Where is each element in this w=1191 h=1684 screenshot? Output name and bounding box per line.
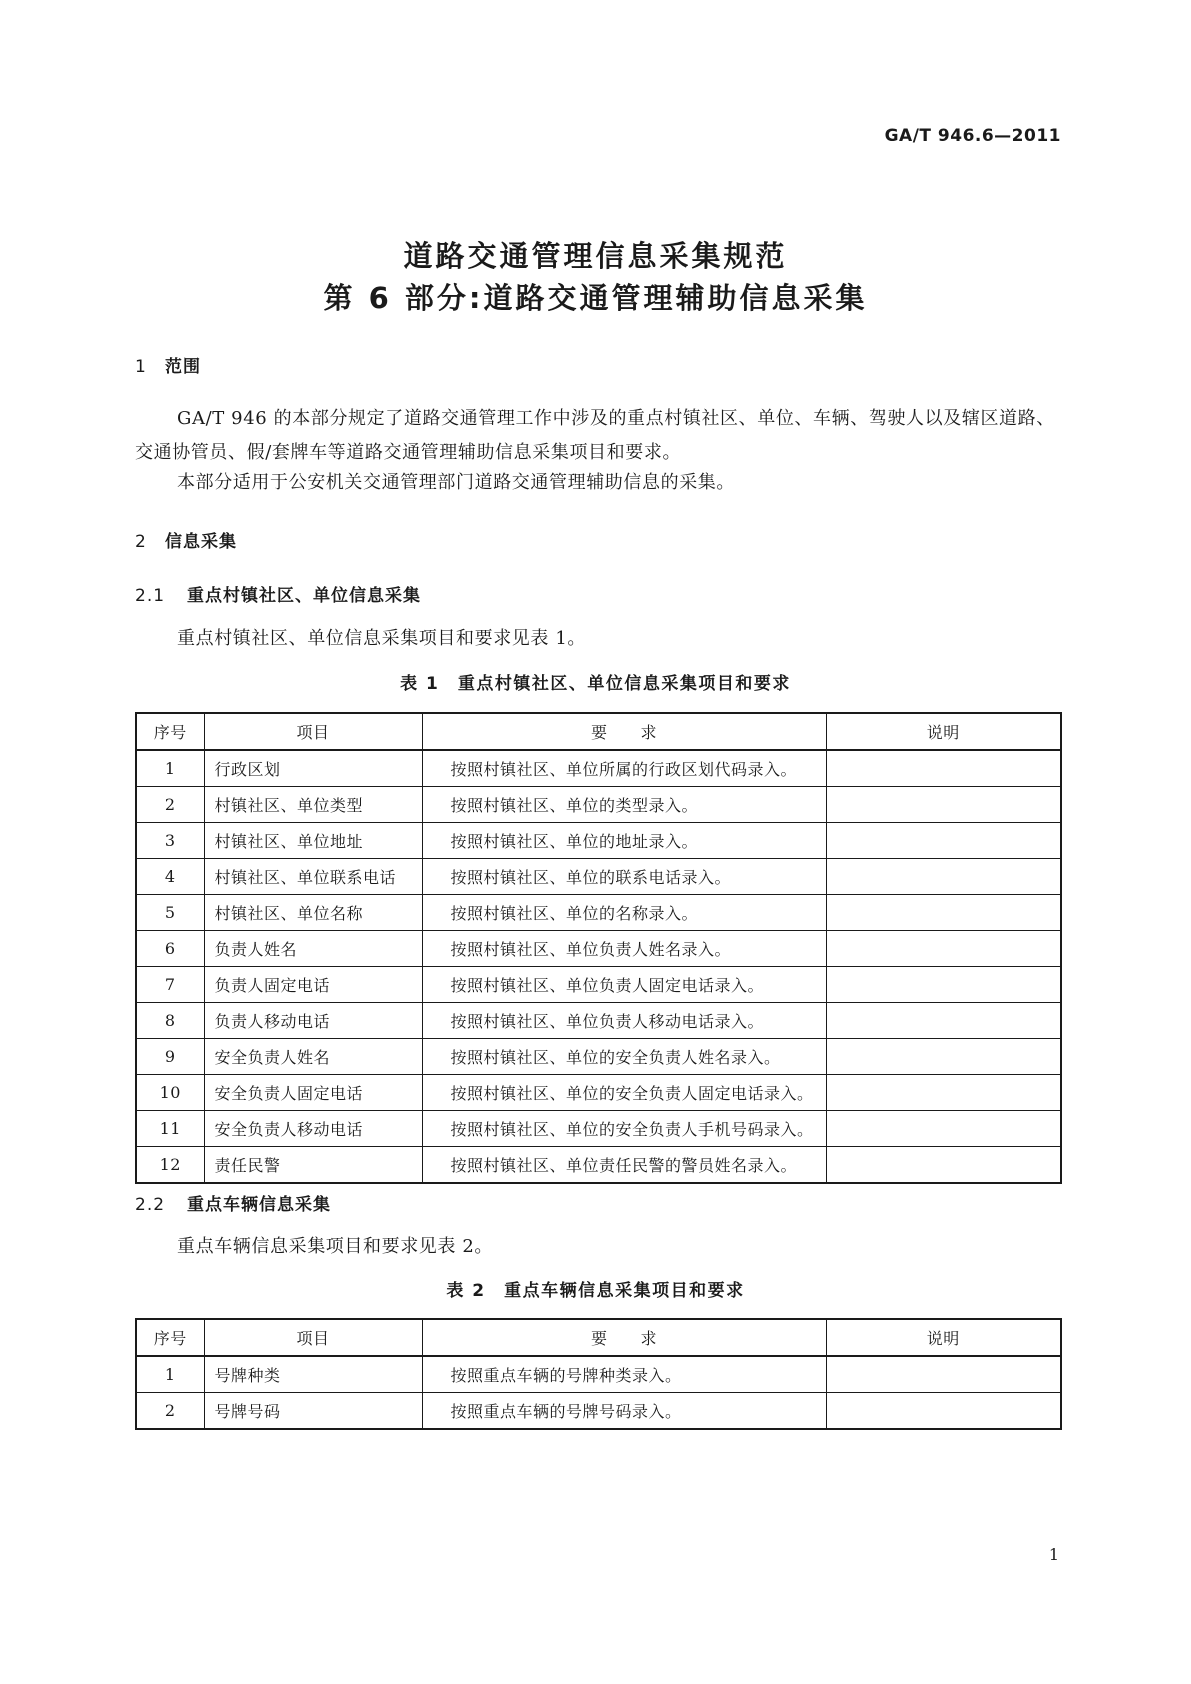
cell-no: 11 — [136, 1111, 204, 1147]
section-number: 2 — [135, 532, 147, 552]
section-1-paragraph-1: GA/T 946 的本部分规定了道路交通管理工作中涉及的重点村镇社区、单位、车辆、驾驶人以及辖区道路、交通协管员、假/套牌车等道路交通管理辅助信息采集项目和要求。 — [135, 408, 1055, 463]
cell-note — [826, 895, 1061, 931]
section-number: 2.2 — [135, 1195, 166, 1215]
cell-no: 12 — [136, 1147, 204, 1184]
cell-requirement: 按照村镇社区、单位的类型录入。 — [422, 787, 826, 823]
cell-requirement: 按照村镇社区、单位的联系电话录入。 — [422, 859, 826, 895]
table-row — [136, 1039, 1061, 1075]
cell-note — [826, 859, 1061, 895]
cell-item: 负责人移动电话 — [204, 1003, 422, 1039]
cell-note — [826, 1356, 1061, 1393]
cell-note — [826, 1393, 1061, 1430]
table-row — [136, 895, 1061, 931]
header-requirement: 要 求 — [422, 1319, 826, 1356]
cell-requirement: 按照重点车辆的号牌号码录入。 — [422, 1393, 826, 1430]
cell-note — [826, 787, 1061, 823]
cell-note — [826, 931, 1061, 967]
table-row — [136, 823, 1061, 859]
table-2-caption: 表 2 重点车辆信息采集项目和要求 — [446, 1281, 745, 1301]
section-2-heading — [135, 527, 237, 552]
table-row — [136, 859, 1061, 895]
cell-note — [826, 967, 1061, 1003]
cell-no: 5 — [136, 895, 204, 931]
table-2 — [135, 1318, 1062, 1430]
table-row — [136, 1075, 1061, 1111]
cell-note — [826, 1039, 1061, 1075]
cell-no: 4 — [136, 859, 204, 895]
cell-no: 1 — [136, 1356, 204, 1393]
section-2-2-heading — [135, 1190, 331, 1215]
cell-item: 村镇社区、单位联系电话 — [204, 859, 422, 895]
cell-requirement: 按照村镇社区、单位负责人移动电话录入。 — [422, 1003, 826, 1039]
cell-requirement: 按照村镇社区、单位所属的行政区划代码录入。 — [422, 750, 826, 787]
cell-item: 号牌种类 — [204, 1356, 422, 1393]
cell-requirement: 按照村镇社区、单位负责人姓名录入。 — [422, 931, 826, 967]
cell-note — [826, 750, 1061, 787]
cell-requirement: 按照村镇社区、单位的地址录入。 — [422, 823, 826, 859]
cell-no: 3 — [136, 823, 204, 859]
section-title: 重点村镇社区、单位信息采集 — [187, 586, 421, 606]
cell-item: 安全负责人移动电话 — [204, 1111, 422, 1147]
cell-note — [826, 1075, 1061, 1111]
cell-no: 6 — [136, 931, 204, 967]
table-1 — [135, 712, 1062, 1184]
table-row — [136, 967, 1061, 1003]
cell-item: 行政区划 — [204, 750, 422, 787]
table-row — [136, 1393, 1061, 1430]
header-item: 项目 — [204, 1319, 422, 1356]
table-row — [136, 1147, 1061, 1184]
table-1-caption: 表 1 重点村镇社区、单位信息采集项目和要求 — [400, 674, 791, 694]
table-row — [136, 787, 1061, 823]
header-requirement: 要 求 — [422, 713, 826, 750]
cell-requirement: 按照村镇社区、单位的安全负责人姓名录入。 — [422, 1039, 826, 1075]
cell-note — [826, 1111, 1061, 1147]
cell-item: 号牌号码 — [204, 1393, 422, 1430]
document-title: 道路交通管理信息采集规范 — [403, 239, 788, 273]
table-row — [136, 1003, 1061, 1039]
section-1-heading — [135, 352, 201, 377]
cell-item: 负责人固定电话 — [204, 967, 422, 1003]
header-note: 说明 — [826, 1319, 1061, 1356]
cell-note — [826, 1003, 1061, 1039]
cell-item: 负责人姓名 — [204, 931, 422, 967]
cell-item: 村镇社区、单位类型 — [204, 787, 422, 823]
cell-no: 1 — [136, 750, 204, 787]
cell-requirement: 按照村镇社区、单位负责人固定电话录入。 — [422, 967, 826, 1003]
cell-requirement: 按照村镇社区、单位的名称录入。 — [422, 895, 826, 931]
cell-item: 村镇社区、单位地址 — [204, 823, 422, 859]
table-row — [136, 750, 1061, 787]
section-number: 1 — [135, 357, 147, 377]
cell-no: 9 — [136, 1039, 204, 1075]
table-row — [136, 1356, 1061, 1393]
cell-no: 7 — [136, 967, 204, 1003]
table-header-row — [136, 713, 1061, 750]
cell-note — [826, 1147, 1061, 1184]
section-title: 范围 — [165, 357, 201, 377]
header-no: 序号 — [136, 1319, 204, 1356]
cell-no: 10 — [136, 1075, 204, 1111]
header-no: 序号 — [136, 713, 204, 750]
document-subtitle: 第 6 部分:道路交通管理辅助信息采集 — [323, 281, 868, 315]
cell-item: 安全负责人固定电话 — [204, 1075, 422, 1111]
section-title: 信息采集 — [165, 532, 237, 552]
section-2-1-intro: 重点村镇社区、单位信息采集项目和要求见表 1。 — [177, 628, 586, 649]
header-note: 说明 — [826, 713, 1061, 750]
section-1-paragraph-2: 本部分适用于公安机关交通管理部门道路交通管理辅助信息的采集。 — [177, 472, 735, 493]
section-number: 2.1 — [135, 586, 166, 606]
table-header-row — [136, 1319, 1061, 1356]
cell-item: 安全负责人姓名 — [204, 1039, 422, 1075]
header-item: 项目 — [204, 713, 422, 750]
table-row — [136, 1111, 1061, 1147]
cell-no: 8 — [136, 1003, 204, 1039]
cell-note — [826, 823, 1061, 859]
section-title: 重点车辆信息采集 — [187, 1195, 331, 1215]
cell-no: 2 — [136, 787, 204, 823]
cell-no: 2 — [136, 1393, 204, 1430]
table-row — [136, 931, 1061, 967]
cell-requirement: 按照村镇社区、单位责任民警的警员姓名录入。 — [422, 1147, 826, 1184]
cell-requirement: 按照村镇社区、单位的安全负责人手机号码录入。 — [422, 1111, 826, 1147]
cell-requirement: 按照村镇社区、单位的安全负责人固定电话录入。 — [422, 1075, 826, 1111]
cell-item: 责任民警 — [204, 1147, 422, 1184]
section-2-2-intro: 重点车辆信息采集项目和要求见表 2。 — [177, 1236, 493, 1257]
cell-item: 村镇社区、单位名称 — [204, 895, 422, 931]
section-2-1-heading — [135, 581, 421, 606]
cell-requirement: 按照重点车辆的号牌种类录入。 — [422, 1356, 826, 1393]
page-number: 1 — [1048, 1545, 1059, 1564]
standard-code: GA/T 946.6—2011 — [884, 126, 1061, 146]
